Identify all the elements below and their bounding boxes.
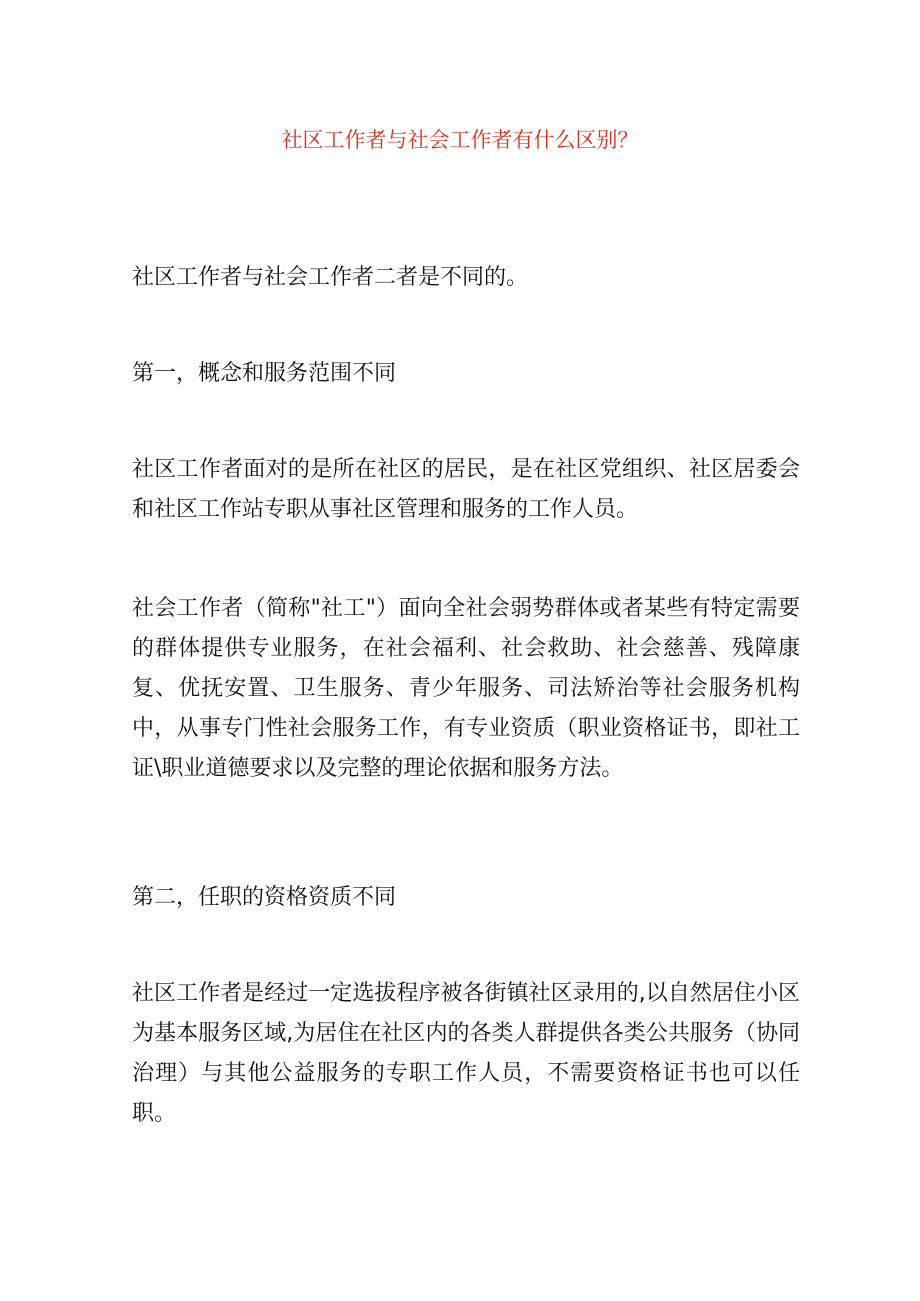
paragraph-community-worker-definition: 社区工作者面对的是所在社区的居民，是在社区党组织、社区居委会和社区工作站专职从事社区管理和服务的工作人员。 — [132, 457, 800, 522]
section-heading-2: 第二，任职的资格资质不同 — [132, 885, 397, 910]
paragraph-qualification: 社区工作者是经过一定选拔程序被各街镇社区录用的,以自然居住小区为基本服务区域,为居住在社区内的各类人群提供各类公共服务（协同治理）与其他公益服务的专职工作人员，不需要资格证书也可以任职。 — [132, 981, 800, 1126]
paragraph-intro: 社区工作者与社会工作者二者是不同的。 — [132, 265, 529, 290]
document-title: 社区工作者与社会工作者有什么区别？ — [281, 128, 639, 152]
paragraph-social-worker-definition: 社会工作者（简称"社工"）面向全社会弱势群体或者某些有特定需要的群体提供专业服务，在社会福利、社会救助、社会慈善、残障康复、优抚安置、卫生服务、青少年服务、司法矫治等社会服务机构中，从事专门性社会服务工作，有专业资质（职业资格证书，即社工证\职业道德要求以及完整的理论依据和服务方法。 — [132, 596, 800, 781]
section-heading-1: 第一，概念和服务范围不同 — [132, 361, 397, 386]
